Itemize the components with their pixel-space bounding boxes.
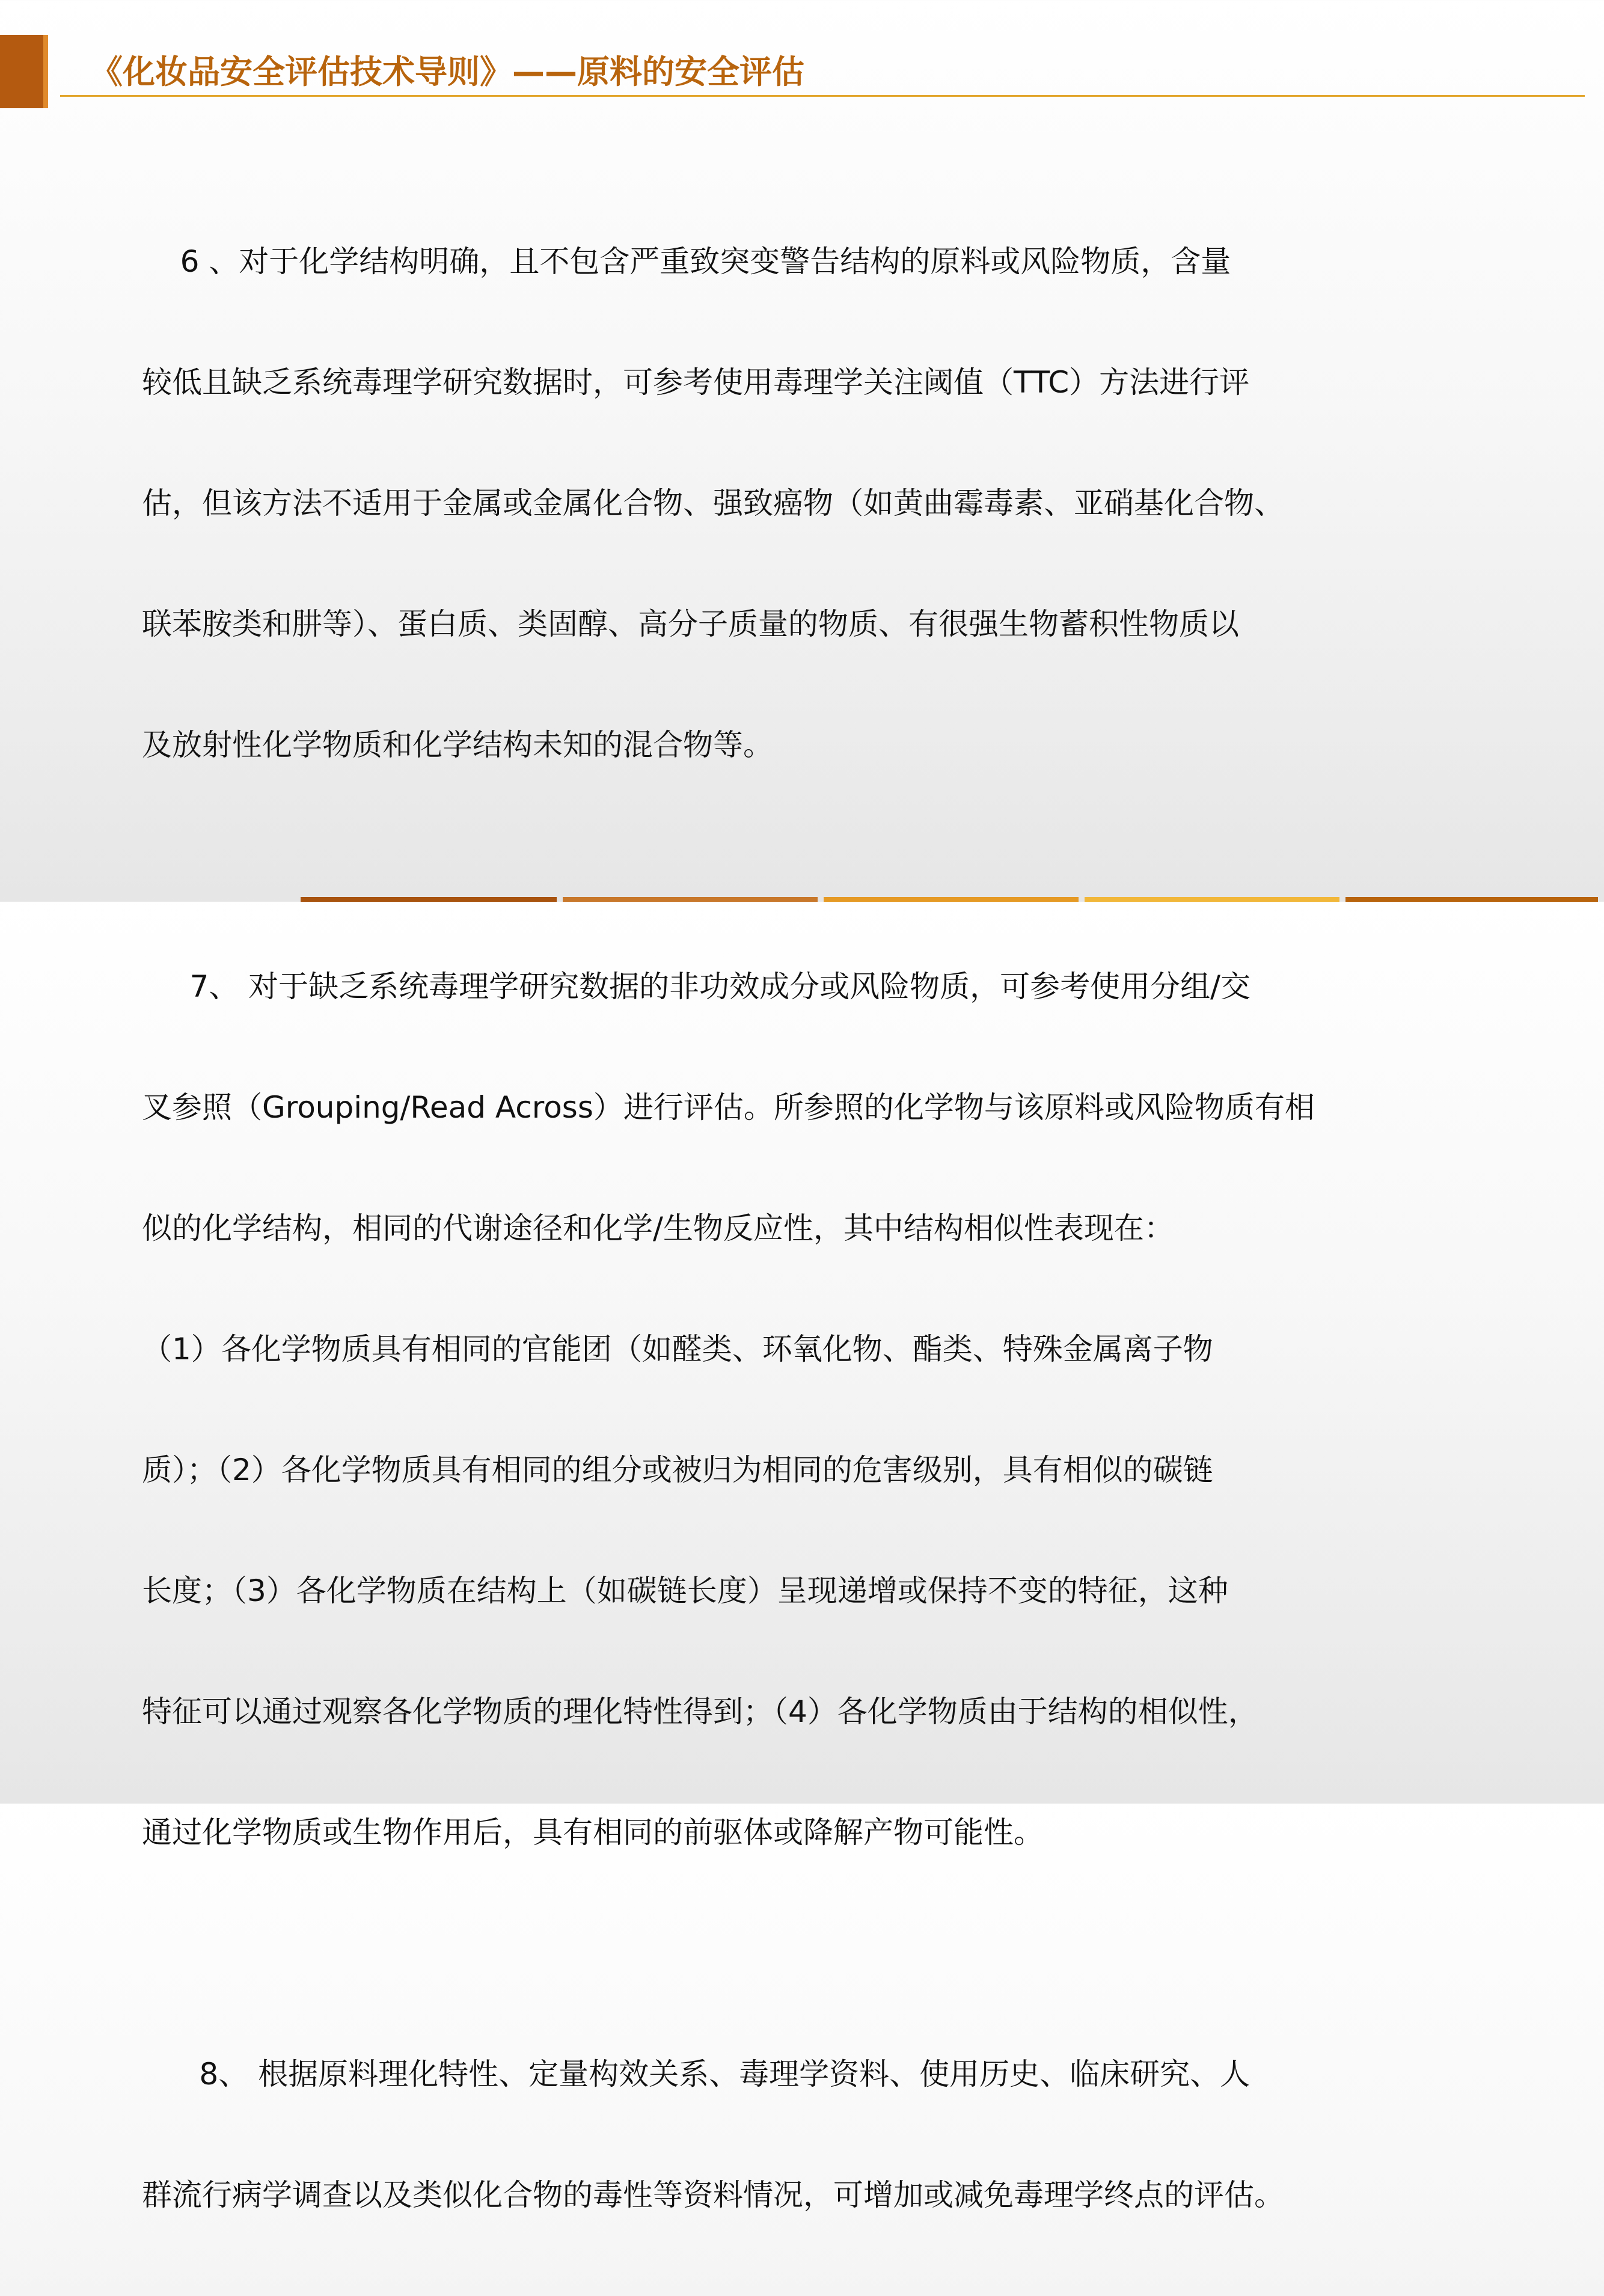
title-accent-edge	[43, 35, 48, 108]
paragraph-line: 群流行病学调查以及类似化合物的毒性等资料情况，可增加或减免毒理学终点的评估。	[142, 2178, 1284, 2212]
paragraph-line: 叉参照（Grouping/Read Across）进行评估。所参照的化学物与该原料或风险物质有相	[142, 1090, 1315, 1125]
paragraph-line: 特征可以通过观察各化学物质的理化特性得到；（4）各化学物质由于结构的相似性，	[142, 1694, 1258, 1729]
slide-body	[142, 161, 1585, 2296]
bottom-bar	[563, 897, 818, 902]
paragraph-8	[142, 1974, 1585, 2296]
bottom-decoration-bars	[301, 897, 1604, 902]
paragraph-line: 8、 根据原料理化特性、定量构效关系、毒理学资料、使用历史、临床研究、人	[142, 2057, 1250, 2092]
paragraph-line: 质）；（2）各化学物质具有相同的组分或被归为相同的危害级别，具有相似的碳链	[142, 1453, 1213, 1487]
bottom-bar	[301, 897, 557, 902]
paragraph-7	[142, 886, 1585, 1933]
paragraph-line: 6 、对于化学结构明确，且不包含严重致突变警告结构的原料或风险物质，含量	[142, 244, 1231, 279]
paragraph-line: 较低且缺乏系统毒理学研究数据时，可参考使用毒理学关注阈值（TTC）方法进行评	[142, 365, 1250, 400]
paragraph-line: 长度；（3）各化学物质在结构上（如碳链长度）呈现递增或保持不变的特征，这种	[142, 1573, 1228, 1608]
paragraph-6	[142, 161, 1585, 846]
bottom-bar	[1085, 897, 1339, 902]
bottom-bar	[824, 897, 1079, 902]
paragraph-line: 通过化学物质或生物作用后，具有相同的前驱体或降解产物可能性。	[142, 1815, 1044, 1850]
title-underline	[60, 95, 1585, 97]
paragraph-line: 7、 对于缺乏系统毒理学研究数据的非功效成分或风险物质，可参考使用分组/交	[142, 969, 1251, 1004]
paragraph-line: 联苯胺类和肼等）、蛋白质、类固醇、高分子质量的物质、有很强生物蓄积性物质以	[142, 607, 1239, 641]
paragraph-line: 估，但该方法不适用于金属或金属化合物、强致癌物（如黄曲霉毒素、亚硝基化合物、	[142, 486, 1284, 521]
slide-title: 《化妆品安全评估技术导则》——原料的安全评估	[90, 53, 804, 91]
paragraph-line: 及放射性化学物质和化学结构未知的混合物等。	[142, 727, 773, 762]
title-accent-block	[0, 35, 43, 108]
paragraph-line: （1）各化学物质具有相同的官能团（如醛类、环氧化物、酯类、特殊金属离子物	[142, 1332, 1213, 1367]
bottom-bar	[1345, 897, 1598, 902]
paragraph-line: 似的化学结构，相同的代谢途径和化学/生物反应性，其中结构相似性表现在：	[142, 1211, 1174, 1246]
